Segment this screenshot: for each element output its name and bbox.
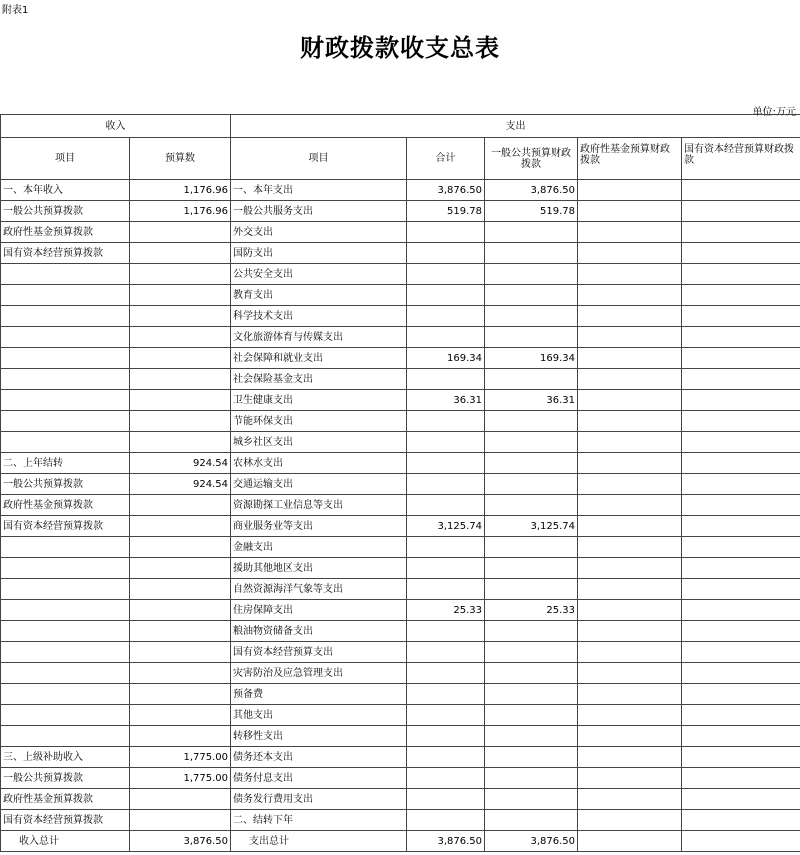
table-cell bbox=[578, 600, 682, 621]
table-cell bbox=[485, 810, 578, 831]
table-cell bbox=[407, 537, 485, 558]
table-cell bbox=[578, 285, 682, 306]
table-row bbox=[1, 621, 800, 642]
table-row bbox=[1, 453, 800, 474]
column-header: 合计 bbox=[407, 138, 485, 180]
table-cell bbox=[682, 642, 800, 663]
table-cell bbox=[407, 726, 485, 747]
table-cell: 3,876.50 bbox=[485, 831, 578, 852]
table-cell bbox=[682, 600, 800, 621]
table-cell bbox=[1, 663, 130, 684]
table-cell bbox=[485, 306, 578, 327]
table-cell bbox=[578, 306, 682, 327]
table-cell bbox=[130, 369, 231, 390]
table-cell bbox=[407, 810, 485, 831]
table-cell bbox=[407, 705, 485, 726]
table-cell: 自然资源海洋气象等支出 bbox=[231, 579, 407, 600]
table-cell bbox=[130, 810, 231, 831]
table-cell bbox=[1, 621, 130, 642]
table-cell bbox=[578, 705, 682, 726]
table-cell: 一、本年支出 bbox=[231, 180, 407, 201]
table-cell bbox=[682, 369, 800, 390]
table-row bbox=[1, 222, 800, 243]
table-cell bbox=[682, 726, 800, 747]
column-header: 国有资本经营预算财政拨款 bbox=[682, 138, 800, 180]
table-cell bbox=[407, 495, 485, 516]
table-cell bbox=[578, 390, 682, 411]
table-cell bbox=[485, 558, 578, 579]
table-cell bbox=[485, 495, 578, 516]
table-cell bbox=[130, 264, 231, 285]
table-cell bbox=[682, 411, 800, 432]
table-cell bbox=[682, 222, 800, 243]
table-cell bbox=[130, 663, 231, 684]
table-cell: 支出总计 bbox=[231, 831, 407, 852]
table-cell bbox=[130, 621, 231, 642]
table-cell: 25.33 bbox=[407, 600, 485, 621]
table-cell bbox=[407, 285, 485, 306]
column-header: 预算数 bbox=[130, 138, 231, 180]
table-row bbox=[1, 369, 800, 390]
table-cell: 外交支出 bbox=[231, 222, 407, 243]
table-cell: 资源勘探工业信息等支出 bbox=[231, 495, 407, 516]
table-cell bbox=[682, 453, 800, 474]
table-cell bbox=[578, 726, 682, 747]
table-cell bbox=[1, 369, 130, 390]
table-cell: 文化旅游体育与传媒支出 bbox=[231, 327, 407, 348]
table-cell bbox=[407, 306, 485, 327]
table-cell bbox=[130, 411, 231, 432]
table-cell bbox=[578, 495, 682, 516]
table-cell bbox=[682, 474, 800, 495]
table-cell bbox=[578, 264, 682, 285]
table-row bbox=[1, 327, 800, 348]
table-cell bbox=[682, 390, 800, 411]
table-cell: 预备费 bbox=[231, 684, 407, 705]
table-cell bbox=[578, 558, 682, 579]
table-cell: 一、本年收入 bbox=[1, 180, 130, 201]
table-cell bbox=[682, 348, 800, 369]
table-cell bbox=[1, 705, 130, 726]
table-cell bbox=[130, 306, 231, 327]
table-cell bbox=[485, 327, 578, 348]
table-cell bbox=[407, 327, 485, 348]
table-cell bbox=[130, 537, 231, 558]
table-cell bbox=[1, 600, 130, 621]
table-row bbox=[1, 810, 800, 831]
table-cell bbox=[407, 453, 485, 474]
table-cell: 公共安全支出 bbox=[231, 264, 407, 285]
table-cell bbox=[578, 642, 682, 663]
table-cell: 1,176.96 bbox=[130, 180, 231, 201]
table-row bbox=[1, 726, 800, 747]
table-cell: 教育支出 bbox=[231, 285, 407, 306]
table-cell bbox=[682, 810, 800, 831]
table-cell bbox=[1, 579, 130, 600]
column-header-row bbox=[1, 138, 800, 180]
column-header: 一般公共预算财政拨款 bbox=[485, 138, 578, 180]
table-cell: 国防支出 bbox=[231, 243, 407, 264]
table-cell bbox=[407, 432, 485, 453]
table-cell: 国有资本经营预算拨款 bbox=[1, 243, 130, 264]
table-cell: 1,775.00 bbox=[130, 768, 231, 789]
table-cell bbox=[485, 705, 578, 726]
table-cell: 国有资本经营预算支出 bbox=[231, 642, 407, 663]
table-row bbox=[1, 264, 800, 285]
table-cell bbox=[407, 474, 485, 495]
income-group-header: 收入 bbox=[1, 115, 231, 138]
table-cell bbox=[407, 243, 485, 264]
table-cell: 科学技术支出 bbox=[231, 306, 407, 327]
table-cell bbox=[485, 642, 578, 663]
table-cell bbox=[682, 705, 800, 726]
table-cell: 灾害防治及应急管理支出 bbox=[231, 663, 407, 684]
table-cell bbox=[578, 453, 682, 474]
table-cell bbox=[682, 789, 800, 810]
table-cell: 交通运输支出 bbox=[231, 474, 407, 495]
table-cell bbox=[485, 726, 578, 747]
table-cell bbox=[485, 789, 578, 810]
table-cell bbox=[1, 390, 130, 411]
table-cell bbox=[130, 579, 231, 600]
table-cell: 三、上级补助收入 bbox=[1, 747, 130, 768]
table-cell bbox=[578, 684, 682, 705]
table-row bbox=[1, 558, 800, 579]
table-cell bbox=[485, 432, 578, 453]
table-cell: 3,876.50 bbox=[130, 831, 231, 852]
table-cell bbox=[485, 243, 578, 264]
table-cell: 一般公共预算拨款 bbox=[1, 768, 130, 789]
table-cell bbox=[407, 411, 485, 432]
table-row bbox=[1, 348, 800, 369]
table-cell: 一般公共预算拨款 bbox=[1, 201, 130, 222]
table-cell bbox=[485, 768, 578, 789]
table-cell bbox=[578, 831, 682, 852]
table-cell bbox=[130, 222, 231, 243]
table-cell: 政府性基金预算拨款 bbox=[1, 222, 130, 243]
table-cell: 25.33 bbox=[485, 600, 578, 621]
table-cell bbox=[485, 684, 578, 705]
table-cell: 519.78 bbox=[485, 201, 578, 222]
table-cell bbox=[682, 516, 800, 537]
unit-label: 单位:万元 bbox=[752, 107, 796, 118]
table-cell bbox=[578, 810, 682, 831]
table-row bbox=[1, 600, 800, 621]
table-cell bbox=[485, 474, 578, 495]
table-cell: 金融支出 bbox=[231, 537, 407, 558]
fiscal-summary-table bbox=[0, 114, 800, 852]
table-cell: 36.31 bbox=[485, 390, 578, 411]
table-cell bbox=[407, 558, 485, 579]
table-cell bbox=[130, 600, 231, 621]
table-cell bbox=[1, 537, 130, 558]
table-cell bbox=[578, 768, 682, 789]
table-cell bbox=[130, 390, 231, 411]
table-cell bbox=[578, 789, 682, 810]
table-cell: 债务付息支出 bbox=[231, 768, 407, 789]
table-cell bbox=[407, 579, 485, 600]
table-cell bbox=[130, 705, 231, 726]
table-row bbox=[1, 642, 800, 663]
table-cell bbox=[578, 516, 682, 537]
table-cell bbox=[485, 537, 578, 558]
table-cell bbox=[578, 180, 682, 201]
table-cell: 其他支出 bbox=[231, 705, 407, 726]
table-cell bbox=[1, 726, 130, 747]
table-cell: 社会保障和就业支出 bbox=[231, 348, 407, 369]
table-cell: 36.31 bbox=[407, 390, 485, 411]
table-cell: 援助其他地区支出 bbox=[231, 558, 407, 579]
table-cell bbox=[682, 180, 800, 201]
table-cell bbox=[485, 579, 578, 600]
table-cell: 社会保险基金支出 bbox=[231, 369, 407, 390]
table-cell: 转移性支出 bbox=[231, 726, 407, 747]
table-cell bbox=[485, 621, 578, 642]
table-cell bbox=[578, 348, 682, 369]
table-row bbox=[1, 411, 800, 432]
table-cell bbox=[485, 663, 578, 684]
table-cell bbox=[1, 558, 130, 579]
table-cell bbox=[407, 768, 485, 789]
table-cell: 节能环保支出 bbox=[231, 411, 407, 432]
attachment-label: 附表1 bbox=[2, 5, 29, 16]
table-cell: 3,125.74 bbox=[407, 516, 485, 537]
table-cell bbox=[682, 243, 800, 264]
table-cell bbox=[682, 558, 800, 579]
table-cell bbox=[485, 285, 578, 306]
table-cell bbox=[130, 726, 231, 747]
table-cell bbox=[682, 579, 800, 600]
table-cell bbox=[682, 495, 800, 516]
table-cell: 住房保障支出 bbox=[231, 600, 407, 621]
table-cell bbox=[130, 684, 231, 705]
table-row bbox=[1, 684, 800, 705]
table-row bbox=[1, 663, 800, 684]
table-cell bbox=[1, 264, 130, 285]
table-cell bbox=[682, 537, 800, 558]
table-cell bbox=[682, 327, 800, 348]
table-cell bbox=[485, 747, 578, 768]
column-header: 政府性基金预算财政拨款 bbox=[578, 138, 682, 180]
table-row bbox=[1, 768, 800, 789]
table-row bbox=[1, 579, 800, 600]
table-cell bbox=[682, 285, 800, 306]
table-cell bbox=[1, 327, 130, 348]
table-cell bbox=[578, 222, 682, 243]
total-row bbox=[1, 831, 800, 852]
table-cell bbox=[578, 201, 682, 222]
table-cell bbox=[485, 369, 578, 390]
table-cell bbox=[407, 642, 485, 663]
table-cell bbox=[682, 621, 800, 642]
table-cell: 一般公共服务支出 bbox=[231, 201, 407, 222]
table-cell bbox=[682, 306, 800, 327]
table-cell: 924.54 bbox=[130, 453, 231, 474]
table-cell bbox=[578, 747, 682, 768]
table-cell bbox=[130, 348, 231, 369]
table-cell bbox=[130, 516, 231, 537]
table-row bbox=[1, 180, 800, 201]
table-cell bbox=[578, 369, 682, 390]
table-cell bbox=[578, 663, 682, 684]
table-cell bbox=[407, 663, 485, 684]
table-cell: 1,775.00 bbox=[130, 747, 231, 768]
table-cell bbox=[130, 432, 231, 453]
table-cell bbox=[578, 621, 682, 642]
table-cell bbox=[485, 453, 578, 474]
table-cell bbox=[485, 411, 578, 432]
column-header: 项目 bbox=[1, 138, 130, 180]
expense-group-header: 支出 bbox=[231, 115, 800, 138]
table-cell: 一般公共预算拨款 bbox=[1, 474, 130, 495]
table-cell: 粮油物资储备支出 bbox=[231, 621, 407, 642]
table-cell: 169.34 bbox=[485, 348, 578, 369]
table-cell bbox=[1, 285, 130, 306]
table-cell bbox=[1, 684, 130, 705]
table-cell bbox=[1, 348, 130, 369]
table-row bbox=[1, 495, 800, 516]
table-cell: 城乡社区支出 bbox=[231, 432, 407, 453]
table-cell bbox=[682, 663, 800, 684]
table-cell: 债务发行费用支出 bbox=[231, 789, 407, 810]
table-cell bbox=[578, 474, 682, 495]
table-cell bbox=[130, 327, 231, 348]
table-cell bbox=[130, 789, 231, 810]
table-row bbox=[1, 432, 800, 453]
table-cell bbox=[578, 537, 682, 558]
table-row bbox=[1, 201, 800, 222]
table-cell: 3,876.50 bbox=[407, 180, 485, 201]
table-cell bbox=[682, 768, 800, 789]
table-row bbox=[1, 390, 800, 411]
table-cell: 农林水支出 bbox=[231, 453, 407, 474]
table-cell bbox=[682, 264, 800, 285]
table-cell bbox=[407, 747, 485, 768]
table-cell: 国有资本经营预算拨款 bbox=[1, 516, 130, 537]
table-cell: 国有资本经营预算拨款 bbox=[1, 810, 130, 831]
table-cell: 169.34 bbox=[407, 348, 485, 369]
table-cell bbox=[130, 285, 231, 306]
table-cell: 519.78 bbox=[407, 201, 485, 222]
table-row bbox=[1, 285, 800, 306]
page-title: 财政拨款收支总表 bbox=[300, 33, 500, 62]
table-cell bbox=[682, 201, 800, 222]
table-cell: 924.54 bbox=[130, 474, 231, 495]
table-row bbox=[1, 306, 800, 327]
table-cell bbox=[407, 684, 485, 705]
table-cell bbox=[578, 432, 682, 453]
table-cell bbox=[407, 789, 485, 810]
table-row bbox=[1, 747, 800, 768]
table-cell bbox=[407, 264, 485, 285]
table-row bbox=[1, 789, 800, 810]
table-row bbox=[1, 705, 800, 726]
table-cell: 1,176.96 bbox=[130, 201, 231, 222]
table-cell bbox=[682, 432, 800, 453]
table-cell bbox=[682, 747, 800, 768]
group-header-row bbox=[1, 115, 800, 138]
table-cell bbox=[130, 642, 231, 663]
table-row bbox=[1, 537, 800, 558]
table-cell: 卫生健康支出 bbox=[231, 390, 407, 411]
table-cell bbox=[682, 831, 800, 852]
table-cell bbox=[407, 369, 485, 390]
table-cell bbox=[130, 558, 231, 579]
table-cell: 政府性基金预算拨款 bbox=[1, 495, 130, 516]
table-cell: 商业服务业等支出 bbox=[231, 516, 407, 537]
table-cell bbox=[682, 684, 800, 705]
table-cell: 二、结转下年 bbox=[231, 810, 407, 831]
table-cell: 收入总计 bbox=[1, 831, 130, 852]
table-row bbox=[1, 516, 800, 537]
table-cell: 3,876.50 bbox=[485, 180, 578, 201]
table-cell: 3,876.50 bbox=[407, 831, 485, 852]
table-cell bbox=[1, 432, 130, 453]
table-cell bbox=[130, 495, 231, 516]
column-header: 项目 bbox=[231, 138, 407, 180]
table-row bbox=[1, 474, 800, 495]
table-cell bbox=[578, 327, 682, 348]
table-cell bbox=[1, 411, 130, 432]
table-cell bbox=[485, 264, 578, 285]
table-row bbox=[1, 243, 800, 264]
table-cell bbox=[485, 222, 578, 243]
table-cell: 债务还本支出 bbox=[231, 747, 407, 768]
table-cell bbox=[1, 306, 130, 327]
table-cell bbox=[578, 411, 682, 432]
table-cell bbox=[578, 243, 682, 264]
table-cell bbox=[578, 579, 682, 600]
table-cell: 政府性基金预算拨款 bbox=[1, 789, 130, 810]
table-cell bbox=[407, 222, 485, 243]
table-cell bbox=[407, 621, 485, 642]
table-cell bbox=[130, 243, 231, 264]
table-cell: 二、上年结转 bbox=[1, 453, 130, 474]
table-cell bbox=[1, 642, 130, 663]
table-cell: 3,125.74 bbox=[485, 516, 578, 537]
